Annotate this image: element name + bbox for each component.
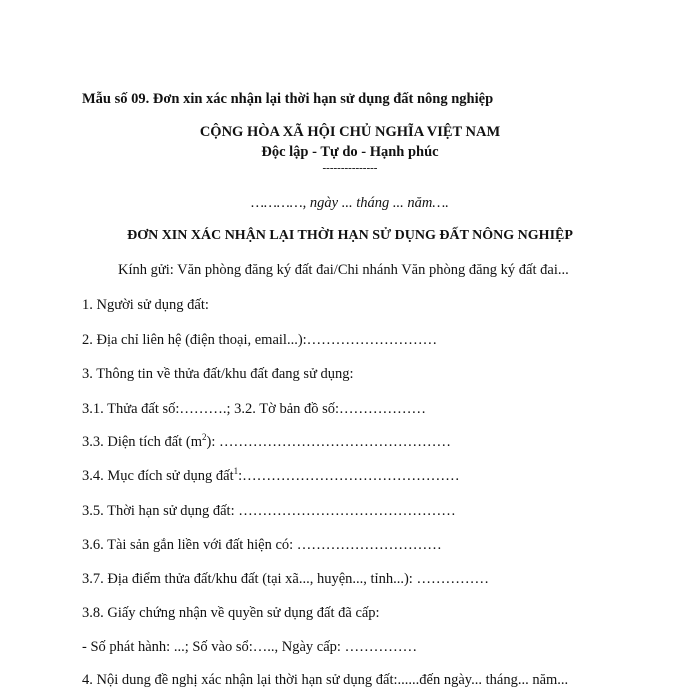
field-land-info: 3. Thông tin về thửa đất/khu đất đang sử dụng: bbox=[82, 366, 354, 382]
field-parcel-location: 3.7. Địa điểm thửa đất/khu đất (tại xã..., huyện..., tỉnh...): …………… bbox=[82, 571, 489, 587]
field-certificate: 3.8. Giấy chứng nhận về quyền sử dụng đất đã cấp: bbox=[82, 605, 380, 621]
field-parcel-map-number: 3.1. Thửa đất số:……….; 3.2. Tờ bản đồ số:……………… bbox=[82, 401, 427, 417]
field-land-purpose bbox=[82, 467, 460, 485]
country-name: CỘNG HÒA XÃ HỘI CHỦ NGHĨA VIỆT NAM bbox=[199, 124, 501, 140]
field-land-user: 1. Người sử dụng đất: bbox=[82, 297, 209, 313]
land-purpose-label: 3.4. Mục đích sử dụng đất bbox=[82, 468, 234, 484]
land-area-blank: ): ………………………………………… bbox=[206, 434, 451, 450]
form-number: Mẫu số 09. Đơn xin xác nhận lại thời hạn sử dụng đất nông nghiệp bbox=[82, 91, 494, 107]
land-purpose-blank: :……………………………………… bbox=[238, 468, 460, 484]
land-area-label: 3.3. Diện tích đất (m bbox=[82, 434, 203, 450]
field-land-term: 3.5. Thời hạn sử dụng đất: ……………………………………… bbox=[82, 503, 456, 519]
footnote-marker: 1 bbox=[233, 466, 239, 477]
national-motto: Độc lập - Tự do - Hạnh phúc bbox=[261, 144, 439, 160]
field-certificate-details: - Số phát hành: ...; Số vào sổ:….., Ngày cấp: …………… bbox=[82, 639, 418, 655]
field-attached-assets: 3.6. Tài sản gắn liền với đất hiện có: ………………………… bbox=[82, 537, 442, 553]
header-divider: --------------- bbox=[322, 162, 378, 174]
area-unit-superscript: 2 bbox=[202, 432, 207, 443]
recipient-line: Kính gửi: Văn phòng đăng ký đất đai/Chi nhánh Văn phòng đăng ký đất đai... bbox=[118, 262, 569, 278]
field-contact-address: 2. Địa chỉ liên hệ (điện thoại, email...):……………………… bbox=[82, 332, 438, 348]
field-request-content: 4. Nội dung đề nghị xác nhận lại thời hạn sử dụng đất:......đến ngày... tháng... năm... bbox=[82, 672, 569, 688]
date-line: …………, ngày ... tháng ... năm…. bbox=[251, 195, 449, 211]
field-land-area bbox=[82, 433, 451, 451]
document-title: ĐƠN XIN XÁC NHẬN LẠI THỜI HẠN SỬ DỤNG ĐẤT NÔNG NGHIỆP bbox=[127, 228, 573, 243]
